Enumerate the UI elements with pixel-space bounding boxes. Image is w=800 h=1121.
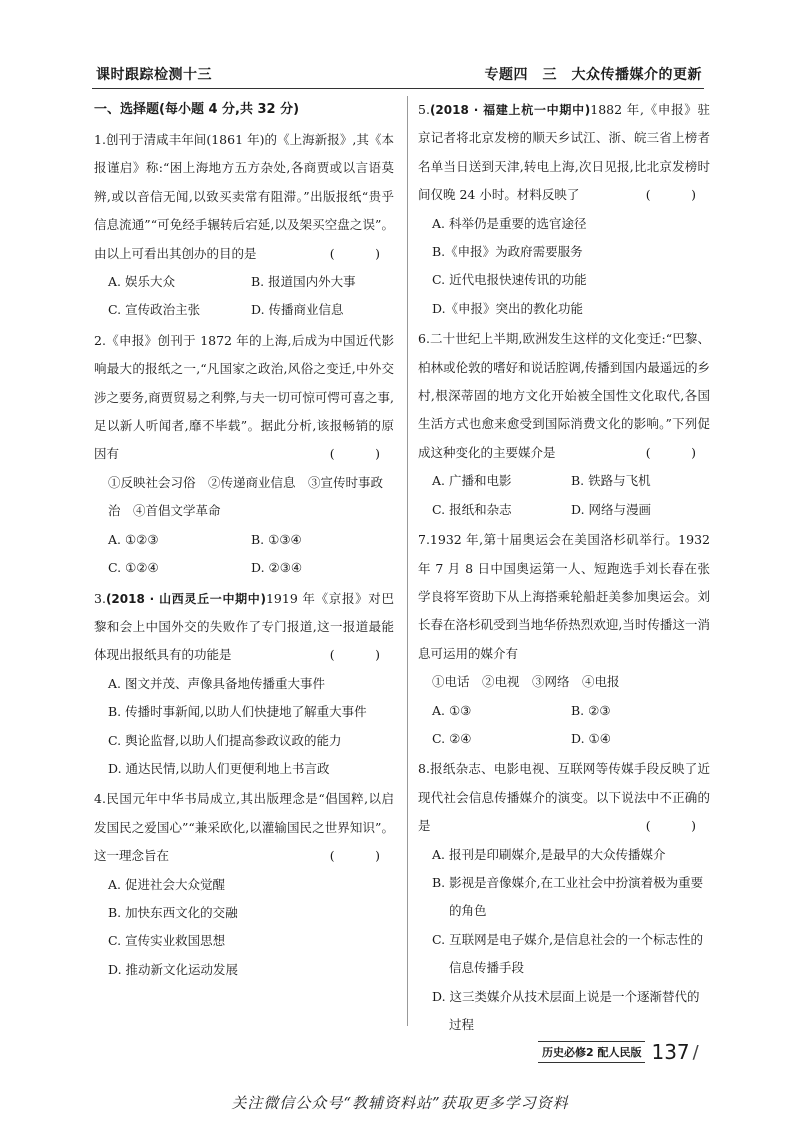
option-a: A. 促进社会大众觉醒 bbox=[108, 876, 225, 892]
option-d: D.《申报》突出的教化功能 bbox=[432, 300, 584, 316]
option-b: B.《申报》为政府需要服务 bbox=[432, 244, 583, 260]
answer-parentheses: ( ) bbox=[645, 818, 710, 834]
option-c: C. 报纸和杂志 bbox=[432, 501, 512, 517]
option-d: D. 这三类媒介从技术层面上说是一个逐渐替代的 过程 bbox=[432, 988, 700, 1032]
answer-parentheses: ( ) bbox=[329, 848, 394, 864]
answer-parentheses: ( ) bbox=[645, 444, 710, 460]
option-d: D. 通达民情,以助人们更便利地上书言政 bbox=[108, 760, 330, 776]
page-number: 137 bbox=[651, 1040, 690, 1064]
option-b: B. 影视是音像媒介,在工业社会中扮演着极为重要 的角色 bbox=[432, 874, 704, 919]
question-5-number: 5. bbox=[418, 102, 430, 117]
answer-parentheses: ( ) bbox=[329, 446, 394, 462]
option-a: A. 图文并茂、声像具备地传播重大事件 bbox=[108, 675, 325, 691]
answer-parentheses: ( ) bbox=[329, 245, 394, 261]
question-5-source: (2018 · 福建上杭一中期中) bbox=[429, 103, 591, 117]
option-b: B. 加快东西文化的交融 bbox=[108, 904, 238, 920]
option-b: B. ②③ bbox=[571, 702, 611, 718]
page-header-right: 专题四 三 大众传播媒介的更新 bbox=[484, 67, 702, 83]
question-6-stem: 6.二十世纪上半期,欧洲发生这样的文化变迁:“巴黎、柏林或伦敦的嗜好和说话腔调,传播到国内最遥远的乡村,根深蒂固的地方文化开始被全国性文化取代,各国生活方式也愈来愈受到国际消费文化的影响。”下列促成这种变化的主要媒介是 bbox=[418, 331, 710, 460]
question-3-stem: 1919 年《京报》对巴黎和会上中国外交的失败作了专门报道,这一报道最能体现出报纸具有的功能是 bbox=[94, 590, 394, 663]
question-4-stem: 4.民国元年中华书局成立,其出版理念是“倡国粹,以启发国民之爱国心”“兼采欧化,以灌输国民之世界知识”。这一理念旨在 bbox=[94, 791, 394, 864]
question-4 bbox=[94, 785, 394, 984]
question-2-items: ①反映社会习俗 ②传递商业信息 ③宣传时事政治 ④首倡文学革命 bbox=[108, 474, 384, 519]
question-3 bbox=[94, 585, 394, 784]
option-a: A. ①③ bbox=[432, 702, 472, 718]
section-title: 一、选择题(每小题 4 分,共 32 分) bbox=[94, 102, 300, 117]
page-header-left: 课时跟踪检测十三 bbox=[96, 67, 212, 83]
question-3-source: (2018 · 山西灵丘一中期中) bbox=[105, 591, 266, 606]
option-c: C. 近代电报快速传讯的功能 bbox=[432, 272, 587, 288]
option-c: C. ①②④ bbox=[108, 560, 159, 576]
option-a: A. 广播和电影 bbox=[432, 473, 512, 489]
question-2-stem: 2.《申报》创刊于 1872 年的上海,后成为中国近代影响最大的报纸之一,“凡国家之政治,风俗之变迁,中外交涉之要务,商贾贸易之利弊,与夫一切可惊可愕可喜之事,足以新人听闻者,靡不毕载”。据此分析,该报畅销的原因有 bbox=[94, 332, 394, 462]
question-5-stem: 1882 年,《申报》驻京记者将北京发榜的顺天乡试江、浙、皖三省上榜者名单当日送到天津,转电上海,次日见报,比北京发榜时间仅晚 24 小时。材料反映了 bbox=[418, 102, 710, 203]
option-d: D. ②③④ bbox=[251, 560, 303, 576]
column-divider bbox=[407, 96, 408, 1026]
option-a: A. 娱乐大众 bbox=[108, 274, 175, 290]
option-d: D. 传播商业信息 bbox=[251, 302, 344, 318]
option-d: D. ①④ bbox=[571, 730, 611, 746]
left-column bbox=[94, 96, 394, 986]
footer-slash: / bbox=[692, 1041, 699, 1063]
option-a: A. 科举仍是重要的选官途径 bbox=[432, 215, 587, 231]
bottom-note: 关注微信公众号“教辅资料站”获取更多学习资料 bbox=[231, 1094, 569, 1112]
question-8-stem: 8.报纸杂志、电影电视、互联网等传媒手段反映了近现代社会信息传播媒介的演变。以下说法中不正确的是 bbox=[418, 761, 710, 834]
question-3-number: 3. bbox=[94, 590, 106, 606]
option-c: C. ②④ bbox=[432, 730, 472, 746]
option-a: A. ①②③ bbox=[108, 531, 159, 547]
right-column bbox=[418, 96, 710, 1041]
question-8 bbox=[418, 755, 710, 1039]
option-b: B. ①③④ bbox=[251, 531, 302, 547]
book-label: 历史必修2 配人民版 bbox=[538, 1041, 645, 1063]
question-7-stem: 7.1932 年,第十届奥运会在美国洛杉矶举行。1932 年 7 月 8 日中国奥运第一人、短跑选手刘长春在张学良将军资助下从上海搭乘轮船赶美参加奥运会。刘长春在洛杉矶受到当地华侨热烈欢迎,当时传播这一消息可运用的媒介有 bbox=[418, 532, 710, 661]
question-6 bbox=[418, 325, 710, 524]
option-b: B. 铁路与飞机 bbox=[571, 473, 651, 489]
answer-parentheses: ( ) bbox=[329, 647, 394, 663]
question-7 bbox=[418, 526, 710, 753]
option-c: C. 宣传实业救国思想 bbox=[108, 933, 226, 949]
answer-parentheses: ( ) bbox=[645, 187, 710, 203]
option-b: B. 报道国内外大事 bbox=[251, 274, 356, 290]
question-5 bbox=[418, 96, 710, 323]
question-1 bbox=[94, 126, 394, 325]
question-1-stem: 1.创刊于清咸丰年间(1861 年)的《上海新报》,其《本报谨启》称:“困上海地方五方杂处,各商贾或以言语莫辨,或以音信无闻,以致买卖常有阻滞。”出版报纸“贵乎信息流通”“可免经手辗转后宕延,以及架买空盘之误”。由以上可看出其创办的目的是 bbox=[94, 132, 394, 261]
option-c: C. 互联网是电子媒介,是信息社会的一个标志性的 信息传播手段 bbox=[432, 931, 704, 976]
option-d: D. 网络与漫画 bbox=[571, 501, 652, 517]
option-d: D. 推动新文化运动发展 bbox=[108, 961, 239, 977]
option-a: A. 报刊是印刷媒介,是最早的大众传播媒介 bbox=[432, 846, 666, 862]
option-b: B. 传播时事新闻,以助人们快捷地了解重大事件 bbox=[108, 704, 367, 720]
header-rule bbox=[92, 88, 704, 89]
option-c: C. 舆论监督,以助人们提高参政议政的能力 bbox=[108, 732, 342, 748]
page-footer bbox=[538, 1040, 699, 1064]
question-7-items: ①电话 ②电视 ③网络 ④电报 bbox=[432, 674, 620, 690]
question-2 bbox=[94, 327, 394, 583]
option-c: C. 宣传政治主张 bbox=[108, 302, 201, 318]
